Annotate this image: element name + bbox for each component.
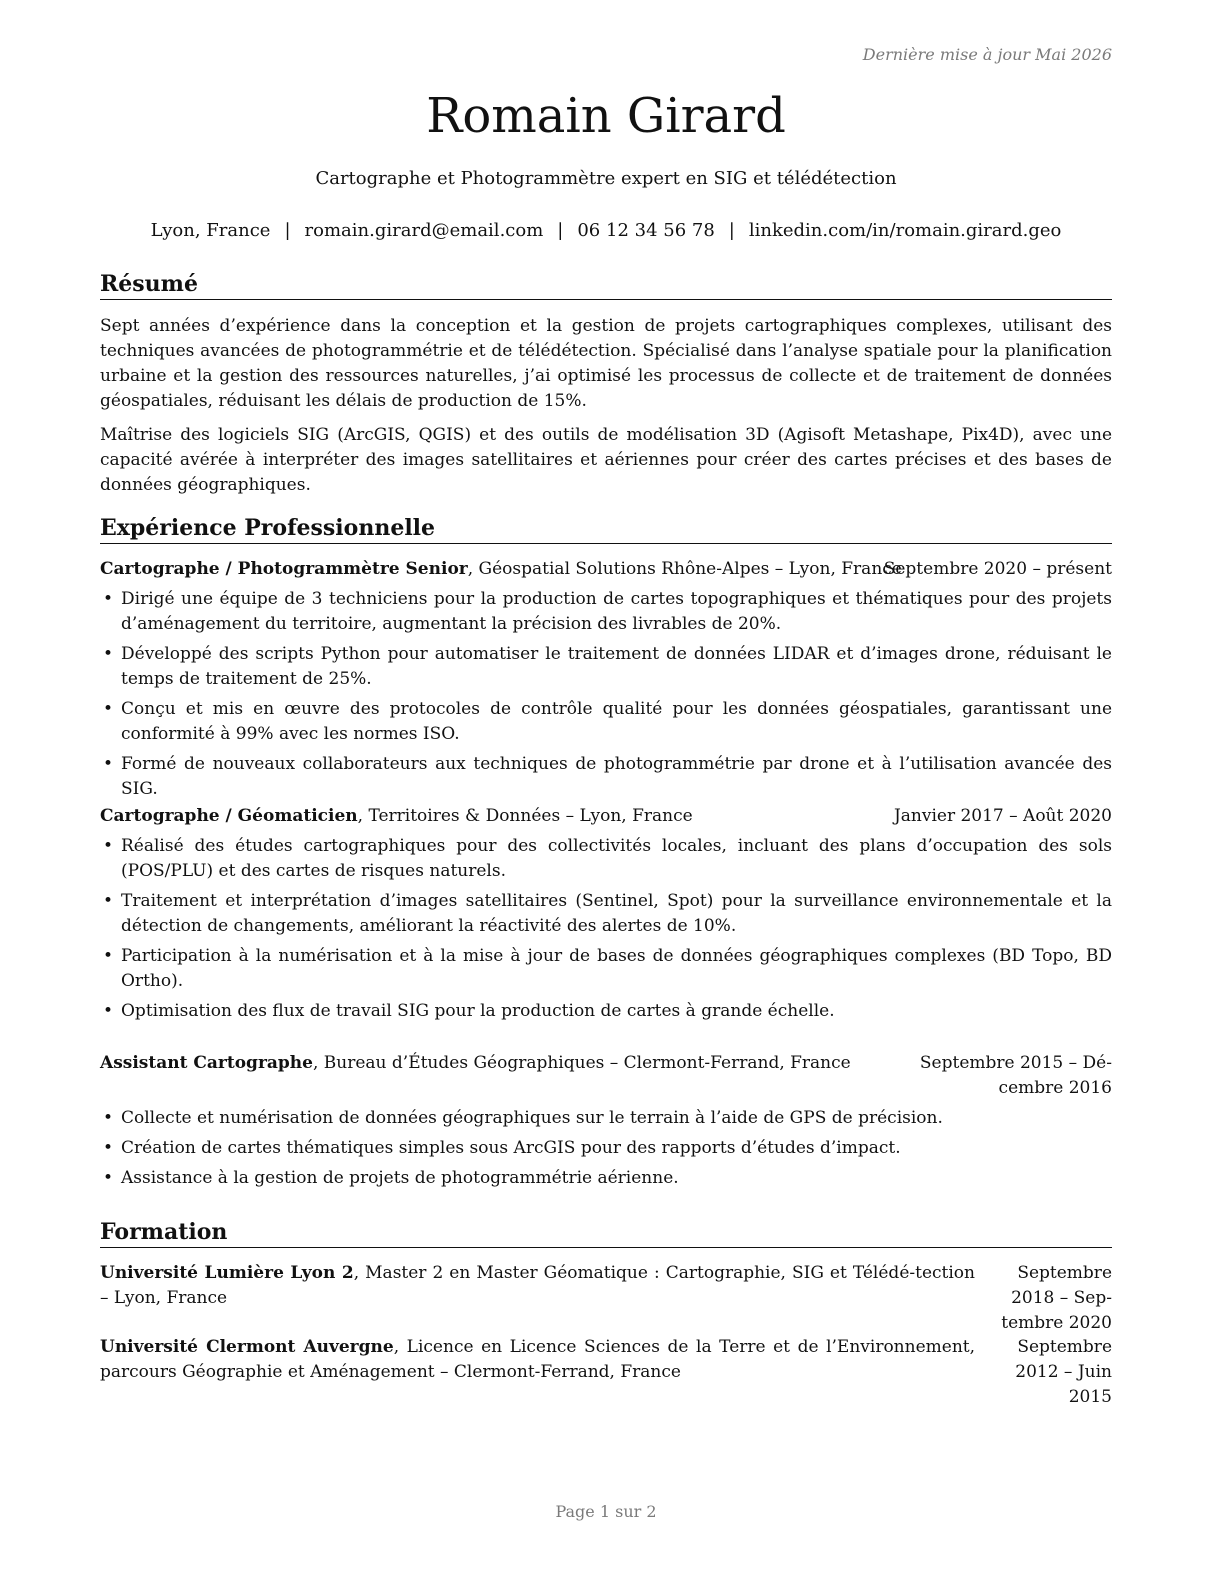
section-title-experience: Expérience Professionnelle (100, 514, 1112, 544)
candidate-name: Romain Girard (426, 88, 786, 144)
list-item: • Création de cartes thématiques simples sous ArcGIS pour des rapports d’études d’impact. (100, 1136, 1112, 1161)
page-number: Page 1 sur 2 (555, 1502, 657, 1521)
summary-paragraph: Maîtrise des logiciels SIG (ArcGIS, QGIS) et des outils de modélisation 3D (Agisoft Metashape, Pix4D), avec une capacité avérée à interpréter des images satellitaires et aériennes pour créer des cartes précises et des bases de données géographiques. (100, 425, 1112, 495)
last-updated: Dernière mise à jour Mai 2026 (862, 45, 1112, 64)
education-detail: , Licence en Licence Sciences de la Terre et de l’Environnement, parcours Géographie et Aménagement – Clermont-Ferrand, France (100, 1337, 976, 1382)
job-role: Cartographe / Géomaticien (100, 806, 358, 826)
job-dates-line: Septembre 2015 – Dé- (919, 1053, 1112, 1073)
section-title-summary: Résumé (100, 270, 1112, 300)
education-school: Université Lumière Lyon 2 (100, 1263, 354, 1283)
list-item: • Conçu et mis en œuvre des protocoles de contrôle qualité pour les données géospatiales, garantissant une conformité à 99% avec les normes ISO. (100, 697, 1112, 747)
contact-separator: | (284, 220, 291, 241)
education-school: Université Clermont Auvergne (100, 1337, 394, 1357)
job-dates: Septembre 2020 – présent (883, 559, 1112, 579)
job-dates: Janvier 2017 – Août 2020 (893, 806, 1112, 826)
job-role: Assistant Cartographe (100, 1053, 313, 1073)
job-company: , Bureau d’Études Géographiques – Clermont-Ferrand, France (312, 1053, 851, 1073)
education-dates-line: Septembre 2018 – Sep- (1011, 1263, 1112, 1308)
resume-page (100, 0, 1112, 1584)
contact-line (100, 220, 1112, 241)
job-company: , Géospatial Solutions Rhône-Alpes – Lyon, France (467, 559, 902, 579)
education-dates-line: 2015 (1068, 1387, 1112, 1407)
list-item: • Assistance à la gestion de projets de photogrammétrie aérienne. (100, 1166, 1112, 1191)
education-dates-line: tembre 2020 (1001, 1313, 1112, 1333)
section-title-education: Formation (100, 1218, 1112, 1248)
contact-location: Lyon, France (150, 220, 271, 241)
job-role: Cartographe / Photogrammètre Senior (100, 559, 468, 579)
list-item: • Participation à la numérisation et à la mise à jour de bases de données géographiques complexes (BD Topo, BD Ortho). (100, 944, 1112, 994)
job-dates (920, 1051, 1112, 1101)
list-item: • Réalisé des études cartographiques pour des collectivités locales, incluant des plans d’occupation des sols (POS/PLU) et des cartes de risques naturels. (100, 834, 1112, 884)
list-item: • Dirigé une équipe de 3 techniciens pour la production de cartes topographiques et thématiques pour des projets d’aménagement du territoire, augmentant la précision des livrables de 20%. (100, 587, 1112, 637)
education-detail: , Master 2 en Master Géomatique : Cartographie, SIG et Télédé-tection – Lyon, France (100, 1263, 975, 1308)
summary-paragraph: Sept années d’expérience dans la conception et la gestion de projets cartographiques complexes, utilisant des techniques avancées de photogrammétrie et de télédétection. Spécialisé dans l’analyse spatiale pour la planification urbaine et la gestion des ressources naturelles, j’ai optimisé les processus de collecte et de traitement de données géospatiales, réduisant les délais de production de 15%. (100, 316, 1112, 411)
job-dates-line: cembre 2016 (998, 1078, 1112, 1098)
list-item: • Collecte et numérisation de données géographiques sur le terrain à l’aide de GPS de précision. (100, 1106, 1112, 1131)
contact-email[interactable]: romain.girard@email.com (304, 220, 544, 241)
education-dates (972, 1335, 1112, 1410)
job-company: , Territoires & Données – Lyon, France (357, 806, 693, 826)
contact-linkedin[interactable]: linkedin.com/in/romain.girard.geo (748, 220, 1062, 241)
contact-phone: 06 12 34 56 78 (577, 220, 715, 241)
job-bullets (100, 587, 1112, 807)
list-item: • Développé des scripts Python pour automatiser le traitement de données LIDAR et d’images drone, réduisant le temps de traitement de 25%. (100, 642, 1112, 692)
education-dates-line: Septembre 2012 – Juin (1015, 1337, 1112, 1382)
education-dates (972, 1261, 1112, 1336)
job-bullets (100, 834, 1112, 1029)
candidate-title: Cartographe et Photogrammètre expert en SIG et télédétection (315, 168, 897, 189)
job-bullets (100, 1106, 1112, 1196)
list-item: • Traitement et interprétation d’images satellitaires (Sentinel, Spot) pour la surveillance environnementale et la détection de changements, améliorant la réactivité des alertes de 10%. (100, 889, 1112, 939)
list-item: • Optimisation des flux de travail SIG pour la production de cartes à grande échelle. (100, 999, 1112, 1024)
contact-separator: | (728, 220, 735, 241)
list-item: • Formé de nouveaux collaborateurs aux techniques de photogrammétrie par drone et à l’utilisation avancée des SIG. (100, 752, 1112, 802)
contact-separator: | (557, 220, 564, 241)
